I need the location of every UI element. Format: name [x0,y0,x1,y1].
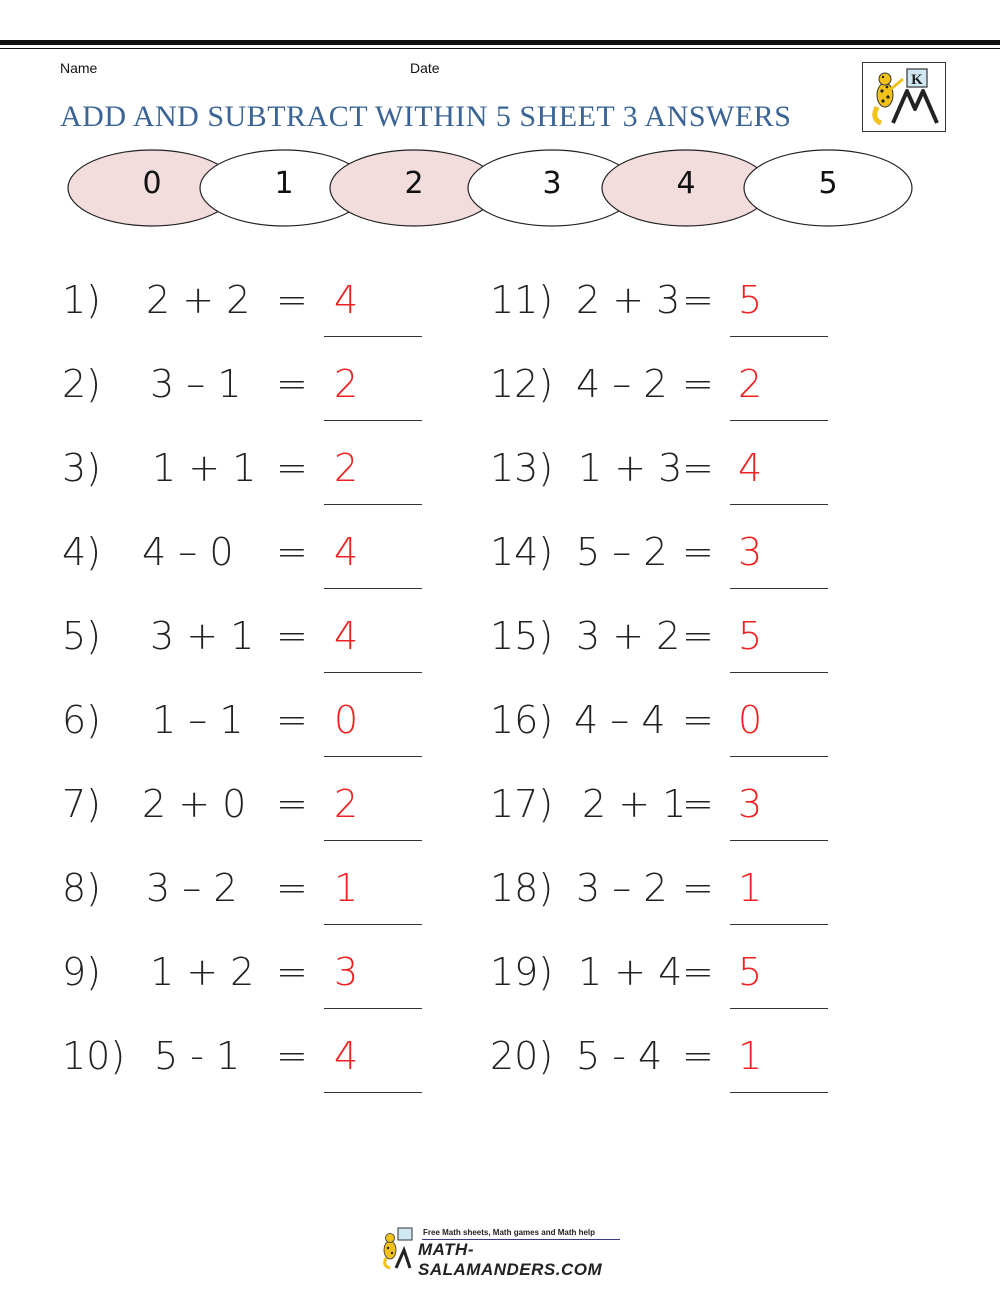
answer: 1 [334,866,359,910]
problem-expression: 5 – 2 [576,530,668,574]
number-line [60,148,920,228]
answer: 1 [738,1034,763,1078]
answer: 4 [334,1034,359,1078]
equals-sign: = [682,1034,714,1078]
problem-expression: 1 + 2 [150,950,255,994]
number-label-0: 0 [142,166,162,201]
problem-expression: 3 + 2 [576,614,681,658]
problem-number: 6) [62,698,102,742]
logo-letter: K [911,72,923,88]
equals-sign: = [682,278,714,322]
problem-number: 12) [490,362,554,406]
problem-expression: 2 + 3 [576,278,681,322]
answer-line [730,672,828,673]
equals-sign: = [276,614,308,658]
problem-expression: 5 - 4 [576,1034,663,1078]
answer: 4 [334,278,359,322]
problem-expression: 4 – 4 [574,698,666,742]
answer: 4 [334,530,359,574]
answer-line [324,756,422,757]
footer-tagline: Free Math sheets, Math games and Math help [423,1228,596,1237]
equals-sign: = [276,530,308,574]
equals-sign: = [276,362,308,406]
answer-line [730,1008,828,1009]
salamander-logo-icon [863,63,945,131]
problem-number: 16) [490,698,554,742]
date-label: Date [410,60,440,76]
problem-expression: 3 – 2 [576,866,668,910]
answer: 5 [738,614,763,658]
equals-sign: = [276,698,308,742]
answer: 2 [738,362,763,406]
equals-sign: = [276,866,308,910]
answer-line [730,840,828,841]
answer: 2 [334,446,359,490]
equals-sign: = [682,866,714,910]
answer-line [324,1092,422,1093]
problem-expression: 4 – 2 [576,362,668,406]
problem-expression: 1 + 3 [578,446,683,490]
answer-line [324,504,422,505]
equals-sign: = [276,1034,308,1078]
page-title: ADD AND SUBTRACT WITHIN 5 SHEET 3 ANSWERS [60,100,792,133]
answer: 3 [738,782,763,826]
problem-number: 11) [490,278,554,322]
answer: 3 [334,950,359,994]
answer: 2 [334,782,359,826]
problem-expression: 2 + 1 [582,782,687,826]
problem-number: 1) [62,278,102,322]
problem-number: 18) [490,866,554,910]
problem-number: 14) [490,530,554,574]
problem-expression: 1 + 1 [152,446,257,490]
number-label-4: 4 [676,166,696,201]
answer: 1 [738,866,763,910]
equals-sign: = [682,698,714,742]
problem-number: 5) [62,614,102,658]
answer: 0 [738,698,763,742]
top-rule-thin [0,48,1000,49]
problem-expression: 2 + 0 [142,782,247,826]
problem-expression: 3 – 2 [146,866,238,910]
number-label-3: 3 [542,166,562,201]
answer-line [324,672,422,673]
problem-number: 17) [490,782,554,826]
equals-sign: = [682,782,714,826]
problem-number: 3) [62,446,102,490]
answer-line [324,336,422,337]
equals-sign: = [682,362,714,406]
problem-expression: 4 – 0 [142,530,234,574]
problem-expression: 3 – 1 [150,362,242,406]
number-label-1: 1 [274,166,294,201]
problem-number: 7) [62,782,102,826]
problem-number: 19) [490,950,554,994]
name-label: Name [60,60,98,76]
answer-line [730,756,828,757]
answer-line [730,504,828,505]
answer-line [730,588,828,589]
footer-salamander-icon [378,1226,418,1270]
answer-line [730,420,828,421]
answer-line [324,924,422,925]
answer: 2 [334,362,359,406]
footer-site-name: MATH-SALAMANDERS.COM [418,1240,603,1279]
problem-expression: 1 + 4 [578,950,683,994]
problem-number: 13) [490,446,554,490]
equals-sign: = [276,446,308,490]
equals-sign: = [276,782,308,826]
problem-number: 9) [62,950,102,994]
problem-number: 10) [62,1034,126,1078]
problem-number: 8) [62,866,102,910]
footer-logo [378,1226,624,1279]
equals-sign: = [276,950,308,994]
problem-expression: 5 - 1 [154,1034,241,1078]
equals-sign: = [682,530,714,574]
answer: 5 [738,278,763,322]
answer-line [730,1092,828,1093]
equals-sign: = [682,446,714,490]
answer-line [324,420,422,421]
answer-line [324,840,422,841]
problem-number: 15) [490,614,554,658]
problem-number: 20) [490,1034,554,1078]
answer: 5 [738,950,763,994]
problem-number: 4) [62,530,102,574]
top-rule [0,40,1000,45]
equals-sign: = [276,278,308,322]
answer: 3 [738,530,763,574]
problem-expression: 2 + 2 [146,278,251,322]
problem-expression: 3 + 1 [150,614,255,658]
salamander-logo [862,62,946,132]
answer-line [324,588,422,589]
problem-expression: 1 – 1 [152,698,244,742]
equals-sign: = [682,950,714,994]
problem-number: 2) [62,362,102,406]
answer: 0 [334,698,359,742]
number-label-2: 2 [404,166,424,201]
answer: 4 [738,446,763,490]
equals-sign: = [682,614,714,658]
number-label-5: 5 [818,166,838,201]
answer-line [324,1008,422,1009]
answer-line [730,336,828,337]
answer-line [730,924,828,925]
answer: 4 [334,614,359,658]
